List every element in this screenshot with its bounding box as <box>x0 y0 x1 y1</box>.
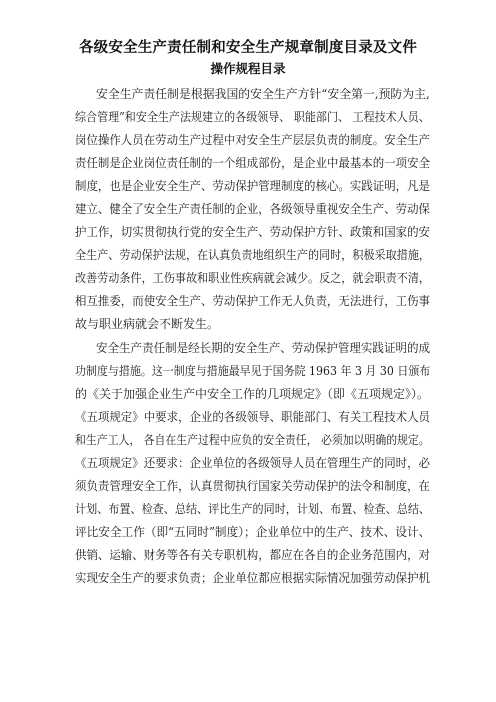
text-line: 相互推委，而使安全生产、劳动保护工作无人负责，无法进行，工伤事 <box>75 294 431 308</box>
text-line: 评比安全工作（即“五同时”制度）；企业单位中的生产、技术、设计、 <box>75 525 431 539</box>
text-line: 安全生产责任制是经长期的安全生产、劳动保护管理实践证明的成 <box>96 341 431 355</box>
text-line: 计划、布置、检查、总结、评比生产的同时，计划、布置、检查、总结、 <box>75 502 431 516</box>
text-line: 的《关于加强企业生产中安全工作的几项规定》（即《五项规定》）。 <box>75 387 430 401</box>
text-line: 建立、健全了安全生产责任制的企业，各级领导重视安全生产、劳动保 <box>75 202 431 216</box>
text-line: 制度，也是企业安全生产、劳动保护管理制度的核心。实践证明，凡是 <box>75 179 431 193</box>
text-line: 综合管理”和安全生产法规建立的各级领导、 职能部门、 工程技术人员、 <box>75 110 430 124</box>
text-line: 护工作，切实贯彻执行党的安全生产、劳动保护方针、政策和国家的安 <box>75 225 431 239</box>
text-line: 须负责管理安全工作，认真贯彻执行国家关劳动保护的法令和制度，在 <box>75 479 431 493</box>
text-line: 功制度与措施。这一制度与措施最早见于国务院 1963 年 3 月 30 日颁布 <box>75 364 431 378</box>
text-line: 责任制是企业岗位责任制的一个组成部份，是企业中最基本的一项安全 <box>75 156 431 170</box>
text-line: 岗位操作人员在劳动生产过程中对安全生产层层负责的制度。安全生产 <box>75 133 431 147</box>
document-title: 各级安全生产责任制和安全生产规章制度目录及文件 <box>78 40 418 56</box>
text-line: 和生产工人， 各自在生产过程中应负的安全责任， 必须加以明确的规定。 <box>75 433 430 447</box>
text-line: 故与职业病就会不断发生。 <box>75 317 220 331</box>
text-line: 《五项规定》中要求，企业的各级领导、职能部门、有关工程技术人员 <box>75 410 431 424</box>
text-line: 《五项规定》还要求：企业单位的各级领导人员在管理生产的同时，必 <box>75 456 431 470</box>
text-line: 实现安全生产的要求负责；企业单位都应根据实际情况加强劳动保护机 <box>75 571 431 585</box>
text-line: 供销、运输、财务等各有关专职机构，都应在各自的企业务范围内，对 <box>75 548 431 562</box>
document-subtitle: 操作规程目录 <box>210 61 286 76</box>
text-line: 改善劳动条件，工伤事故和职业性疾病就会减少。反之，就会职责不清， <box>75 271 431 285</box>
text-line: 安全生产责任制是根据我国的安全生产方针“安全第一,预防为主, <box>96 87 430 101</box>
text-line: 全生产、劳动保护法规，在认真负责地组织生产的同时，积极采取措施， <box>75 248 431 262</box>
